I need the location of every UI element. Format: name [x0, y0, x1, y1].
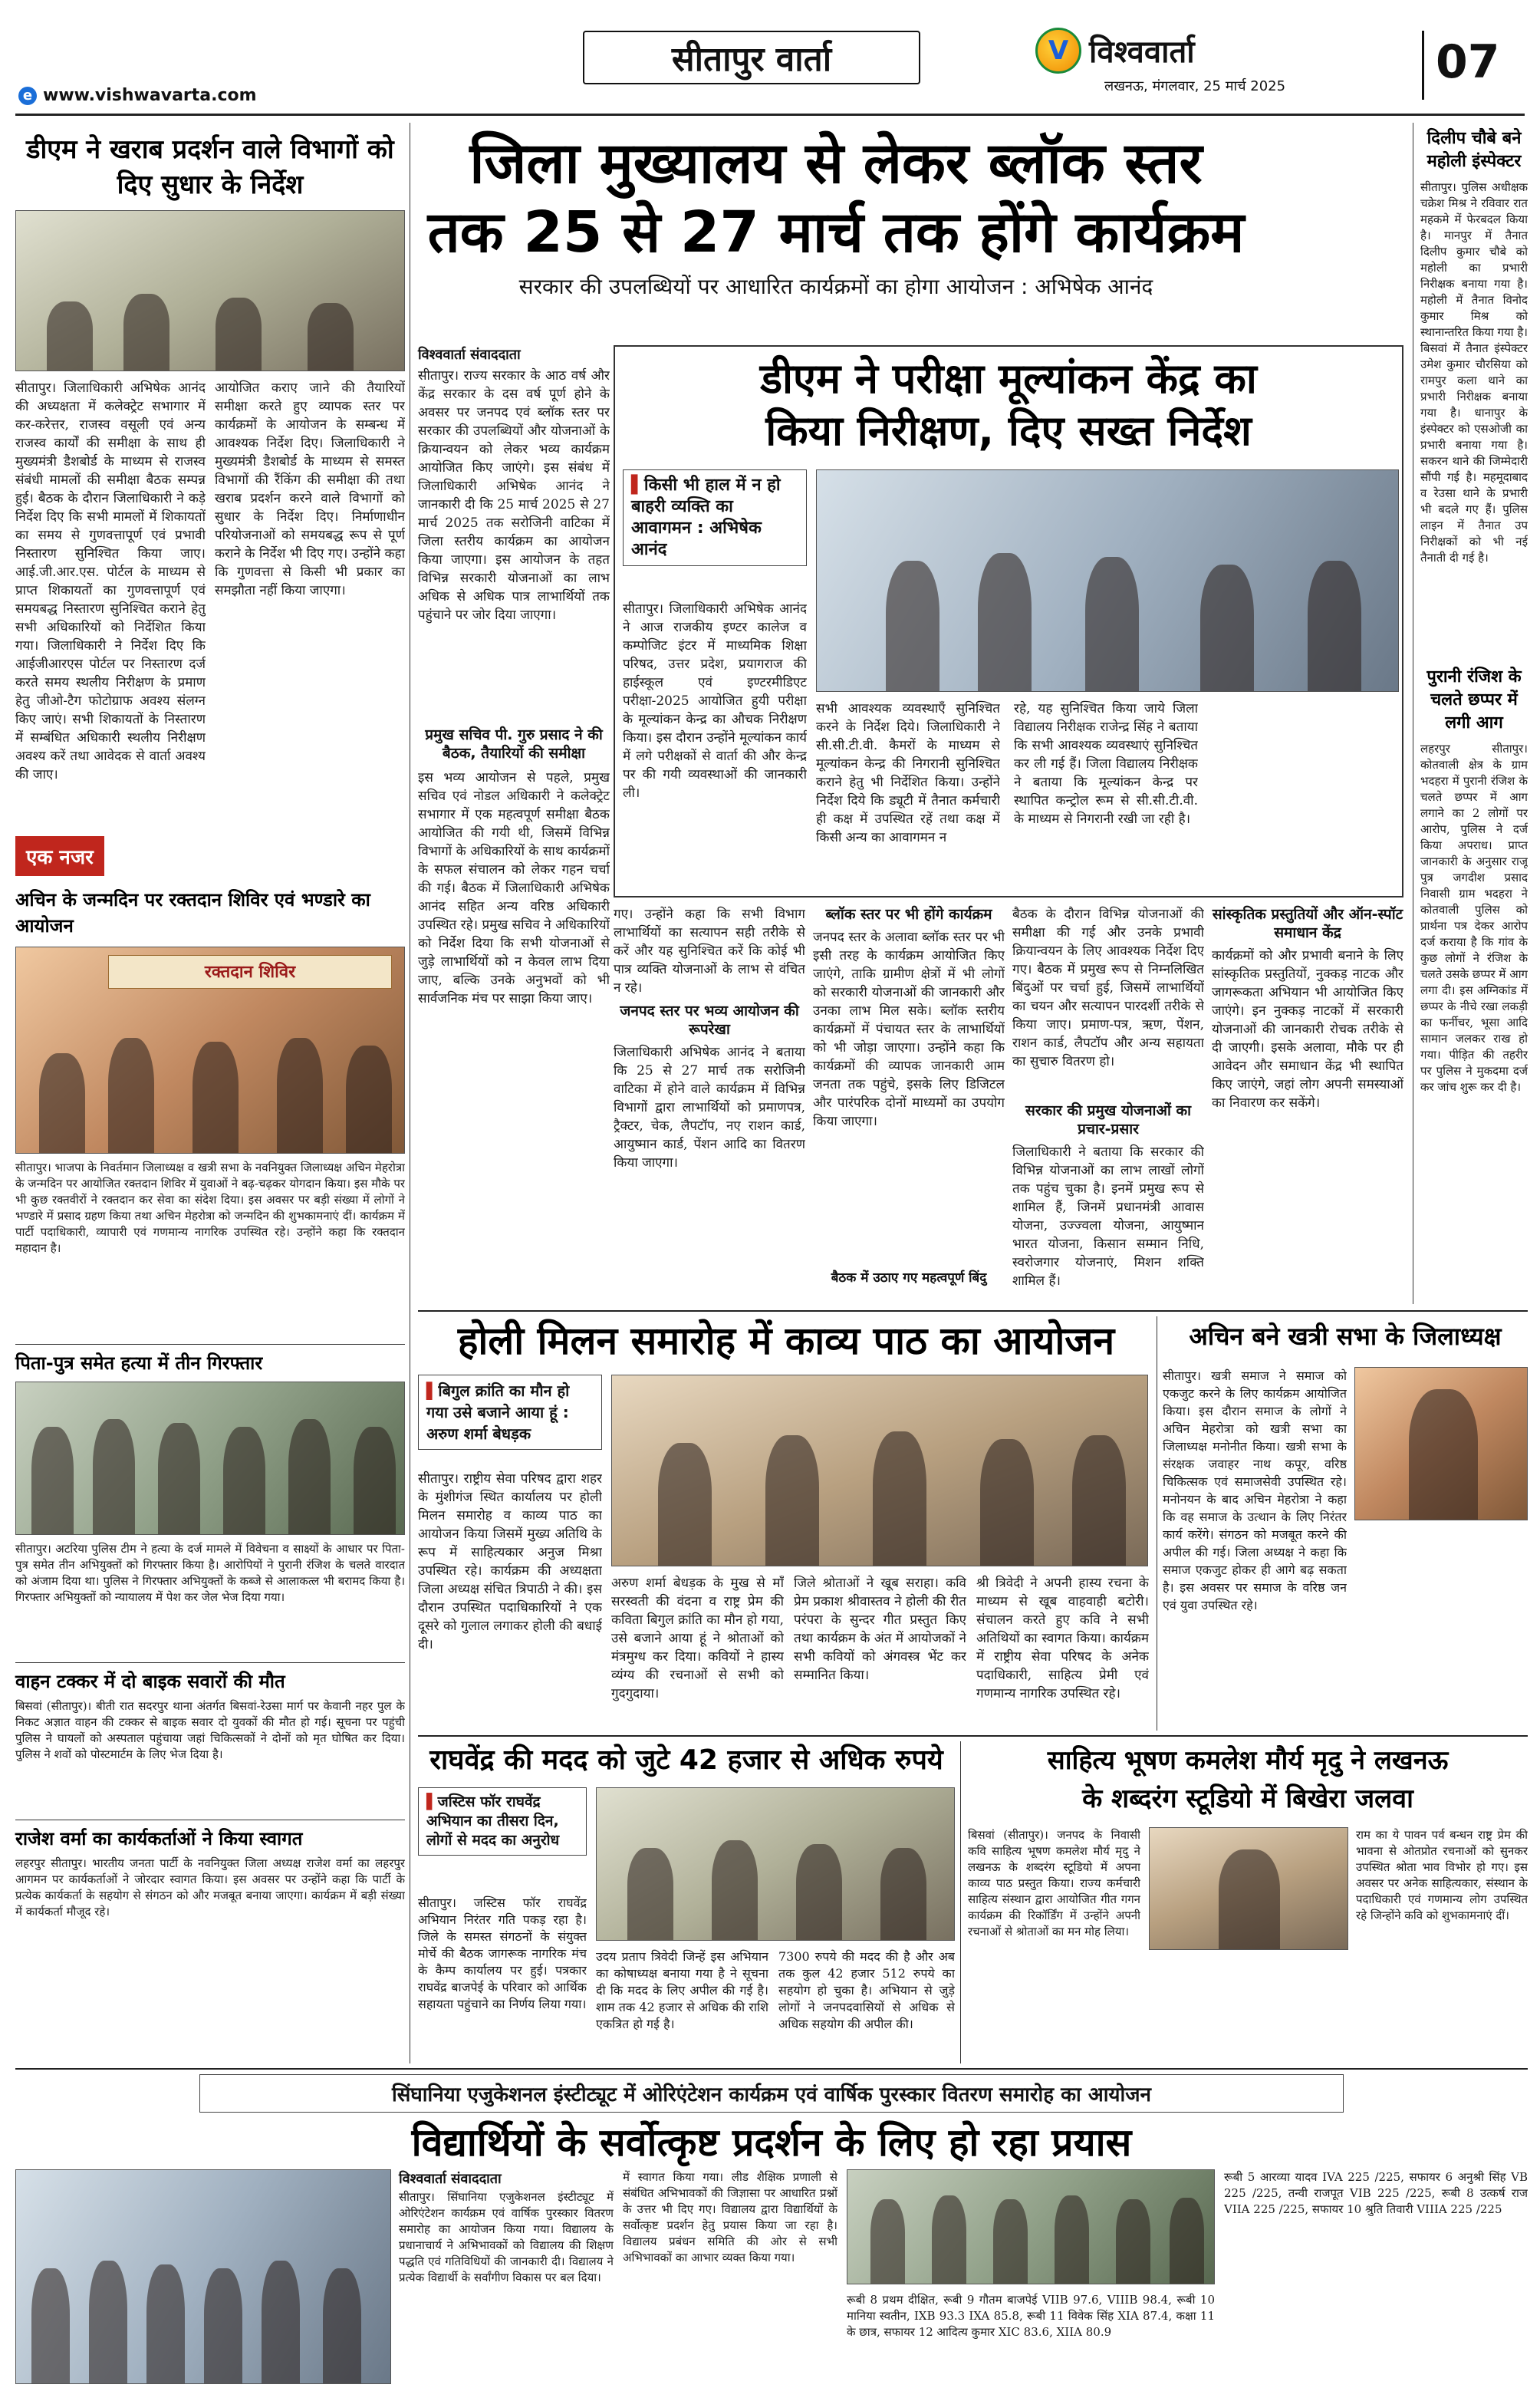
- main-subhead-5: सरकार की प्रमुख योजनाओं का प्रचार-प्रसार: [1025, 1102, 1192, 1138]
- exam-col4-spacer: [1209, 700, 1397, 891]
- khatri-body: सीतापुर। खत्री समाज ने समाज को एकजुट करने के लिए कार्यक्रम आयोजित किया। इस दौरान समाज के लोगों ने अचिन मेहरोत्रा को खत्री सभा का जिलाध्यक्ष मनोनीत किया। खत्री सभा के संरक्षक जवाहर नाथ कपूर, वरिष्ठ चिकित्सक एवं समाजसेवी उपस्थित रहे। मनोनयन के बाद अचिन मेहरोत्रा ने कहा कि वह समाज के उत्थान के लिए निरंतर कार्य करेंगे। संगठन को मजबूत करने की अपील की गई। जिला अध्यक्ष ने कहा कि समाज एकजुट होकर ही आगे बढ़ सकता है। इस अवसर पर समाज के वरिष्ठ जन एवं युवा उपस्थित रहे।: [1163, 1368, 1347, 1612]
- raghvendra-headline: राघवेंद्र की मदद को जुटे 42 हजार से अधिक रुपये: [429, 1744, 943, 1776]
- sahitya-col1: बिसवां (सीतापुर)। जनपद के निवासी कवि साहित्य भूषण कमलेश मौर्य मृदु ने लखनऊ के शब्दरंग स्टूडियो में अपना काव्य पाठ प्रस्तुत किया। राज्य कर्मचारी साहित्य संस्थान द्वारा आयोजित गीत गगन कार्यक्रम की रिकॉर्डिंग में उन्होंने अपनी रचनाओं से श्रोताओं का मन मोह लिया।: [968, 1828, 1140, 1938]
- ek-nazar-story1-headline: अचिन के जन्मदिन पर रक्तदान शिविर एवं भण्डारे का आयोजन: [15, 889, 370, 937]
- main-headline-line2: तक 25 से 27 मार्च तक होंगे कार्यक्रम: [427, 199, 1245, 265]
- raghvendra-col2: उदय प्रताप त्रिवेदी जिन्हें इस अभियान का कोषाध्यक्ष बनाया गया है ने सूचना दी कि मदद के लिए अपील की गई है। शाम तक 42 हजार से अधिक की राशि एकत्रित हो गई है।: [596, 1949, 768, 2031]
- exam-headline-line2: किया निरीक्षण, दिए सख्त निर्देश: [765, 407, 1252, 455]
- school-col1: सीतापुर। सिंघानिया एजुकेशनल इंस्टीट्यूट में ओरिएंटेशन कार्यक्रम एवं वार्षिक पुरस्कार वितरण समारोह का आयोजन किया गया। विद्यालय के प्रधानाचार्य ने अभिभावकों को विद्यालय की शिक्षण पद्धति एवं गतिविधियों की जानकारी दी। विद्यालय ने प्रत्येक विद्यार्थी के सर्वांगीण विकास पर बल दिया।: [399, 2190, 614, 2284]
- sidebar-right: [1420, 123, 1528, 1304]
- sahitya-headline-line1: साहित्य भूषण कमलेश मौर्य मृदु ने लखनऊ: [1047, 1745, 1449, 1776]
- main-story-col4: [813, 905, 1005, 1304]
- ek-nazar-story3-body: बिसवां (सीतापुर)। बीती रात सदरपुर थाना अंतर्गत बिसवां-रेउसा मार्ग पर केवानी नहर पुल के निकट अज्ञात वाहन की टक्कर से बाइक सवार दो युवकों की मौत हो गई। सूचना पर पहुंची पुलिस ने घायलों को अस्पताल पहुंचाया जहां चिकित्सकों ने दोनों को मृत घोषित कर दिया। पुलिस ने शवों को पोस्टमार्टम के लिए भेज दिया है।: [15, 1699, 405, 1761]
- main-subhead-2: जनपद स्तर पर भव्य आयोजन की रूपरेखा: [620, 1003, 799, 1038]
- holi-col2: अरुण शर्मा बेधड़क के मुख से माँ सरस्वती की वंदना व राष्ट्र प्रेम की कविता बिगुल क्रांति का मौन हो गया, उसे बजाने आया हूं ने श्रोताओं को मंत्रमुग्ध कर दिया। कवियों ने हास्य व्यंग्य की रचनाओं से सभी को गुदगुदाया।: [611, 1576, 784, 1701]
- raghvendra-story: [418, 1741, 955, 2063]
- holi-pullquote: [418, 1375, 602, 1450]
- school-award-photo: [15, 2169, 391, 2384]
- main-subhead-3: ब्लॉक स्तर पर भी होंगे कार्यक्रम: [825, 906, 992, 923]
- raghvendra-col1: सीतापुर। जस्टिस फॉर राघवेंद्र अभियान निरंतर गति पकड़ रहा है। जिले के समस्त संगठनों के संयुक्त मोर्चे की बैठक जागरूक नागरिक मंच के कैम्प कार्यालय पर हुई। पत्रकार राघवेंद्र बाजपेई के परिवार को आर्थिक सहायता पहुंचाने का निर्णय लिया गया।: [418, 1895, 587, 2011]
- blood-camp-photo: [15, 947, 405, 1154]
- sidebar-story2-body: लहरपुर सीतापुर। कोतवाली क्षेत्र के ग्राम भदहरा में पुरानी रंजिश के चलते छप्पर में आग लगाने का 2 लोगों पर आरोप, पुलिस ने दर्ज किया अपराध। प्राप्त जानकारी के अनुसार राजू पुत्र जगदीश प्रसाद निवासी ग्राम भदहरा ने कोतवाली पुलिस को प्रार्थना पत्र देकर आरोप दर्ज कराया है कि गांव के कुछ लोगों ने रंजिश के चलते उसके छप्पर में आग लगा दी। इस अग्निकांड में छप्पर के नीचे रखा लकड़ी का फर्नीचर, भूसा आदि सामान जलकर राख हो गया। पीड़ित की तहरीर पर पुलिस ने मुकदमा दर्ज कर जांच शुरू कर दी है।: [1420, 742, 1528, 1094]
- ek-nazar-story1-body: सीतापुर। भाजपा के निवर्तमान जिलाध्यक्ष व खत्री सभा के नवनियुक्त जिलाध्यक्ष अचिन मेहरोत्रा के जन्मदिन पर आयोजित रक्तदान शिविर में युवाओं ने बढ़-चढ़कर योगदान किया। इस मौके पर भी कुछ रक्तवीरों ने रक्तदान कर सेवा का संदेश दिया। इस अवसर पर बड़ी संख्या में लोगों ने भण्डारे में प्रसाद ग्रहण किया तथा अचिन मेहरोत्रा को जन्मदिन की शुभकामनाएं दीं। कार्यक्रम में पार्टी पदाधिकारी, व्यापारी एवं गणमान्य नागरिक उपस्थित रहे। उन्होंने कहा कि रक्तदान महादान है।: [15, 1161, 405, 1255]
- masthead-rule: [15, 114, 1525, 116]
- ek-nazar-section: [15, 836, 405, 2063]
- website-link[interactable]: www.vishwavarta.com: [43, 86, 257, 105]
- pullquote-bullet-icon: ▌: [426, 1793, 438, 1810]
- school-col2: में स्वागत किया गया। लीड शैक्षिक प्रणाली से संबंधित अभिभावकों की जिज्ञासा पर आधारित प्रश्नों के उत्तर भी दिए गए। विद्यालय द्वारा विद्यार्थियों के सर्वोत्कृष्ट प्रदर्शन हेतु प्रयास किया जा रहा है। विद्यालय प्रबंधन समिति की ओर से सभी अभिभावकों का आभार व्यक्त किया गया।: [623, 2170, 837, 2264]
- main-deck: सरकार की उपलब्धियों पर आधारित कार्यक्रमों का होगा आयोजन : अभिषेक आनंद: [518, 274, 1153, 299]
- school-byline: विश्ववार्ता संवाददाता: [399, 2171, 502, 2187]
- main-story-col1: [418, 345, 610, 1304]
- exam-inspection-photo: [816, 469, 1399, 692]
- page-number-divider: [1422, 31, 1424, 100]
- main-story-text5c: कार्यक्रमों को और प्रभावी बनाने के लिए सांस्कृतिक प्रस्तुतियों, नुक्कड़ नाटक और जागरूकता अभियान भी आयोजित किए जाएंगे। इन नुक्कड़ नाटकों में सरकारी योजनाओं की जानकारी रोचक तरीके से दी जाएगी। इसके अलावा, मौके पर ही आवेदन और समाधान केंद्र भी स्थापित किए जाएंगे, जहां लोग अपनी समस्याओं का निवारण कर सकेंगे।: [1212, 948, 1403, 1111]
- holi-col1: सीतापुर। राष्ट्रीय सेवा परिषद द्वारा शहर के मुंशीगंज स्थित कार्यालय पर होली मिलन समारोह व काव्य पाठ का आयोजन किया जिसमें मुख्य अतिथि के रूप में साहित्यकार अनुज मिश्रा उपस्थित रहे। कार्यक्रम की अध्यक्षता जिला अध्यक्ष संचित त्रिपाठी ने की। इस दौरान उपस्थित पदाधिकारियों ने एक दूसरे को गुलाल लगाकर होली की बधाई दी।: [418, 1471, 602, 1652]
- main-subhead-1: प्रमुख सचिव पी. गुरु प्रसाद ने की बैठक, तैयारियों की समीक्षा: [425, 726, 603, 762]
- main-headline-line1: जिला मुख्यालय से लेकर ब्लॉक स्तर: [469, 130, 1203, 196]
- main-story-col3: [614, 905, 805, 1304]
- exam-col1: सीतापुर। जिलाधिकारी अभिषेक आनंद ने आज राजकीय इण्टर कालेज व कम्पोजिट इंटर में माध्यमिक शिक्षा परिषद, उत्तर प्रदेश, प्रयागराज की हाईस्कूल एवं इण्टरमीडिएट परीक्षा-2025 आयोजित हुयी परीक्षा के मूल्यांकन केन्द्र का औचक निरीक्षण किया। इस दौरान उन्होंने मूल्यांकन कार्य में लगे परीक्षकों से वार्ता की और केन्द्र पर की गयी व्यवस्थाओं की जानकारी ली।: [623, 601, 807, 801]
- section-title-box: [583, 31, 920, 84]
- story-dm-departments-col2: आयोजित कराए जाने की तैयारियों समीक्षा करते हुए व्यापक स्तर पर कार्यक्रमों के आयोजन के सम्बन्ध में आवश्यक निर्देश दिए। जिलाधिकारी ने मुख्यमंत्री डैशबोर्ड के माध्यम से समस्त विभागों की रैंकिंग की समीक्षा की तथा खराब प्रदर्शन करने वाले विभागों को सुधार के निर्देश दिए। निर्माणाधीन परियोजनाओं को समयबद्ध रूप से पूर्ण कराने के निर्देश भी दिए गए। उन्होंने कहा कि गुणवत्ता से किसी भी प्रकार का समझौता नहीं किया जाएगा।: [215, 380, 405, 598]
- page-section-title: सीतापुर वार्ता: [671, 40, 832, 79]
- main-story-text2: इस भव्य आयोजन से पहले, प्रमुख सचिव एवं नोडल अधिकारी ने कलेक्ट्रेट सभागार में एक महत्वपूर्ण समीक्षा बैठक आयोजित की गयी थी, जिसमें विभिन्न विभागों के अधिकारियों के साथ कार्यक्रमों के सफल संचालन को लेकर गहन चर्चा की गई। बैठक में जिलाधिकारी अभिषेक आनंद सहित अन्य वरिष्ठ अधिकारी उपस्थित रहे। प्रमुख सचिव ने अधिकारियों को निर्देश दिया कि सभी योजनाओं से जुड़े लाभार्थियों को न केवल लाभ दिया जाए, बल्कि उनके अनुभवों को भी सार्वजनिक मंच पर साझा किया जाए।: [418, 770, 610, 1006]
- main-story-text3b: जिलाधिकारी अभिषेक आनंद ने बताया कि 25 से 27 मार्च तक सरोजिनी वाटिका में होने वाले कार्यक्रम में विभिन्न विभागों द्वारा लाभार्थियों को प्रमाणपत्र, ट्रैक्टर, चेक, लैपटॉप, नए राशन कार्ड, आयुष्मान कार्ड, पेंशन आदि का वितरण किया जाएगा।: [614, 1045, 805, 1171]
- main-story-text3: गए। उन्होंने कहा कि सभी विभाग लाभार्थियों का सत्यापन सही तरीके से करें और यह सुनिश्चित करें कि कोई भी पात्र व्यक्ति योजनाओं के लाभ से वंचित न रहे।: [614, 907, 805, 996]
- khatri-story: [1163, 1316, 1528, 1731]
- hrule-holi: [418, 1310, 1528, 1312]
- dateline: लखनऊ, मंगलवार, 25 मार्च 2025: [1104, 78, 1286, 94]
- sidebar-story2-headline: पुरानी रंजिश के चलते छप्पर में लगी आग: [1426, 667, 1522, 733]
- browser-e-icon: e: [18, 87, 37, 105]
- hrule-raghvendra: [418, 1735, 1528, 1737]
- raghvendra-pullquote: [418, 1787, 587, 1856]
- brand-name: विश्ववार्ता: [1089, 35, 1195, 70]
- sidebar-story1-headline: दिलीप चौबे बने महोली इंस्पेक्टर: [1426, 129, 1522, 171]
- page-number: 07: [1436, 35, 1500, 89]
- raghvendra-meeting-photo: [596, 1787, 955, 1941]
- holi-col4: श्री त्रिवेदी ने अपनी हास्य रचना के माध्यम से खूब वाहवाही बटोरी। संचालन करते हुए कवि ने सभी अतिथियों का स्वागत किया। कार्यक्रम में राष्ट्रीय सेवा परिषद के अनेक पदाधिकारी, साहित्य प्रेमी एवं गणमान्य नागरिक उपस्थित रहे।: [976, 1576, 1149, 1701]
- main-subhead-6: सांस्कृतिक प्रस्तुतियों और ऑन-स्पॉट समाधान केंद्र: [1212, 906, 1403, 941]
- holi-story: [418, 1316, 1154, 1731]
- main-subhead-4: बैठक में उठाए गए महत्वपूर्ण बिंदु: [831, 1270, 987, 1286]
- ek-nazar-story4-body: लहरपुर सीतापुर। भारतीय जनता पार्टी के नवनियुक्त जिला अध्यक्ष राजेश वर्मा का लहरपुर आगमन पर कार्यकर्ताओं ने जोरदार स्वागत किया। इस अवसर पर उन्होंने कहा कि पार्टी के प्रत्येक कार्यकर्ता के सहयोग से संगठन को और मजबूत बनाया जाएगा। कार्यक्रम में बड़ी संख्या में कार्यकर्ता मौजूद रहे।: [15, 1856, 405, 1918]
- holi-pullquote-text: बिगुल क्रांति का मौन हो गया उसे बजाने आया हूं : अरुण शर्मा बेधड़क: [426, 1382, 570, 1443]
- main-story-text5: बैठक के दौरान विभिन्न योजनाओं की समीक्षा की गई और उनके प्रभावी क्रियान्वयन के लिए आवश्यक निर्देश दिए गए। बैठक में प्रमुख रूप से निम्नलिखित बिंदुओं पर चर्चा हुई, जिसमें लाभार्थियों का चयन और सत्यापन पारदर्शी तरीके से किया जाए। प्रमाण-पत्र, ऋण, पेंशन, राशन कार्ड, लैपटॉप और अन्य सहायता का सुचारु वितरण हो।: [1012, 907, 1204, 1069]
- brand-logo-icon: V: [1035, 28, 1081, 74]
- school-awards-b: रूबी 5 आरव्या यादव IVA 225 /225, सफायर 6 अनुश्री सिंह VB 225 /225, तन्वी राजपूत VIB 225 /225, रूबी 8 उत्कर्ष राज VIIA 225 /225, सफायर 10 श्रुति तिवारी VIIIA 225 /225: [1224, 2170, 1528, 2216]
- khatri-portrait-photo: [1354, 1367, 1528, 1520]
- exam-col2: सभी आवश्यक व्यवस्थाएँ सुनिश्चित करने के निर्देश दिये। जिलाधिकारी ने सी.सी.टी.वी. कैमरों के माध्यम से मूल्यांकन केन्द्र की निगरानी सुनिश्चित कराने हेतु भी निर्देशित किया। उन्होंने निर्देश दिये कि ड्यूटी में तैनात कर्मचारी ही कक्ष में उपस्थित रहें तथा कक्ष में किसी अन्य का आवागमन न: [816, 701, 1000, 845]
- story-dm-departments-headline: डीएम ने खराब प्रदर्शन वाले विभागों को दिए सुधार के निर्देश: [26, 134, 394, 200]
- ek-nazar-story4-headline: राजेश वर्मा का कार्यकर्ताओं ने किया स्वागत: [15, 1820, 405, 1851]
- main-story-headline: [418, 129, 1254, 301]
- website-line: [18, 86, 257, 105]
- school-students-photo: [847, 2169, 1215, 2284]
- raghvendra-pullquote-text: जस्टिस फॉर राघवेंद्र अभियान का तीसरा दिन, लोगों से मदद का अनुरोध: [426, 1793, 560, 1849]
- main-story-col5: [1012, 905, 1204, 1304]
- sahitya-studio-photo: [1149, 1827, 1348, 1950]
- main-byline: विश्ववार्ता संवाददाता: [418, 347, 521, 363]
- khatri-headline: अचिन बने खत्री सभा के जिलाध्यक्ष: [1189, 1322, 1502, 1351]
- raghvendra-col3: 7300 रुपये की मदद की है और अब तक कुल 42 हजार 512 रुपये का सहयोग हो चुका है। अभियान से जुड़े लोगों ने जनपदवासियों से अधिक से अधिक सहयोग की अपील की।: [778, 1949, 955, 2031]
- blood-camp-banner: रक्तदान शिविर: [108, 955, 392, 989]
- main-story-text1: सीतापुर। राज्य सरकार के आठ वर्ष और केंद्र सरकार के दस वर्ष पूर्ण होने के अवसर पर जनपद एवं ब्लॉक स्तर पर सरकार की उपलब्धियों और योजनाओं के क्रियान्वयन को लेकर भव्य कार्यक्रम आयोजित किए जाएंगे। इस संबंध में जिलाधिकारी अभिषेक आनंद ने जानकारी दी कि 25 मार्च 2025 से 27 मार्च 2025 तक सरोजिनी वाटिका में जिला स्तरीय कार्यक्रम का आयोजन किया जाएगा। इस आयोजन के तहत विभिन्न सरकारी योजनाओं का लाभ अधिक से अधिक पात्र लाभार्थियों तक पहुंचाने पर जोर दिया जाएगा।: [418, 368, 610, 623]
- hrule-school: [15, 2068, 1528, 2070]
- main-story-col6: [1212, 905, 1403, 1304]
- story-dm-departments: [15, 123, 405, 821]
- sidebar-story1-body: सीतापुर। पुलिस अधीक्षक चक्रेश मिश्र ने रविवार रात महकमे में फेरबदल किया है। मानपुर में तैनात दिलीप कुमार चौबे को महोली का प्रभारी निरीक्षक बनाया गया है। महोली में तैनात विनोद कुमार मिश्र को स्थानान्तरित किया गया है। बिसवां में तैनात इंस्पेक्टर उमेश कुमार चौरसिया को रामपुर कला थाने का प्रभारी निरीक्षक बनाया गया है। धानापुर के इंस्पेक्टर को एसओजी का प्रभारी बनाया गया है। सकरन थाने की जिम्मेदारी सौंपी गई है। महमूदाबाद व रेउसा थाने के प्रभारी भी बदले गए हैं। पुलिस लाइन में तैनात उप निरीक्षकों को भी नई तैनाती दी गई है।: [1420, 180, 1528, 565]
- holi-headline: होली मिलन समारोह में काव्य पाठ का आयोजन: [457, 1319, 1115, 1363]
- pullquote-bullet-icon: ▌: [631, 476, 644, 495]
- ek-nazar-tag: एक नजर: [15, 836, 104, 876]
- arrest-photo: [15, 1382, 405, 1535]
- exam-pullquote: [623, 469, 807, 566]
- main-story-text4: जनपद स्तर के अलावा ब्लॉक स्तर पर भी इसी तरह के कार्यक्रम आयोजित किए जाएंगे, ताकि ग्रामीण क्षेत्रों में भी लोगों को सरकारी योजनाओं की जानकारी और उनका लाभ मिल सके। ब्लॉक स्तरीय कार्यक्रमों में पंचायत स्तर के लाभार्थियों को भी जोड़ा जाएगा। उन्होंने कहा कि कार्यक्रमों की व्यापक जानकारी आम जनता तक पहुंचे, इसके लिए डिजिटल और पारंपरिक दोनों माध्यमों का उपयोग किया जाएगा।: [813, 930, 1005, 1129]
- school-kicker: सिंघानिया एजुकेशनल इंस्टीट्यूट में ओरिएंटेशन कार्यक्रम एवं वार्षिक पुरस्कार वितरण समारोह का आयोजन: [199, 2074, 1344, 2113]
- vrule-sahitya: [960, 1741, 961, 2063]
- story-exam-center: [614, 345, 1403, 897]
- main-story-text5b: जिलाधिकारी ने बताया कि सरकार की विभिन्न योजनाओं का लाभ लाखों लोगों तक पहुंच चुका है। इनमें प्रमुख रूप से शामिल हैं, जिनमें प्रधानमंत्री आवास योजना, उज्ज्वला योजना, आयुष्मान भारत योजना, किसान सम्मान निधि, स्वरोजगार योजनाएं, मिशन शक्ति शामिल हैं।: [1012, 1145, 1204, 1289]
- story-dm-departments-col1: सीतापुर। जिलाधिकारी अभिषेक आनंद की अध्यक्षता में कलेक्ट्रेट सभागार में कर-करेत्तर, राजस्व वसूली एवं अन्य राजस्व कार्यों की समीक्षा के साथ ही मुख्यमंत्री डैशबोर्ड के माध्यम से राजस्व संबंधी मामलों की समीक्षा बैठक सम्पन्न हुई। बैठक के दौरान जिलाधिकारी ने कड़े निर्देश दिए कि सभी मामलों में शिकायतों का समय से गुणवत्तापूर्ण एवं प्रभावी निस्तारण सुनिश्चित किया जाए। आई.जी.आर.एस. पोर्टल के माध्यम से प्राप्त शिकायतों का गुणवत्तापूर्ण एवं समयबद्ध निस्तारण सुनिश्चित कराने हेतु सभी अधिकारियों को निर्देशित किया गया। जिलाधिकारी ने निर्देश दिए कि आईजीआरएस पोर्टल पर निस्तारण दर्ज करते समय स्थलीय निरीक्षण के प्रमाण हेतु जीओ-टैग फोटोग्राफ अवश्य संलग्न किए जाएं। सभी शिकायतों के निस्तारण में सम्बंधित अधिकारी स्थलीय निरीक्षण अवश्य करें तथा आवेदक से वार्ता अवश्य की जाए।: [15, 380, 206, 782]
- sahitya-headline-line2: के शब्दरंग स्टूडियो में बिखेरा जलवा: [1082, 1783, 1413, 1814]
- sahitya-story: [968, 1741, 1528, 2063]
- school-story: [15, 2074, 1528, 2389]
- ek-nazar-story2-body: सीतापुर। अटरिया पुलिस टीम ने हत्या के दर्ज मामले में विवेचना व साक्ष्यों के आधार पर पिता-पुत्र समेत तीन अभियुक्तों को गिरफ्तार किया है। आरोपियों ने पुरानी रंजिश के चलते वारदात को अंजाम दिया था। पुलिस ने गिरफ्तार अभियुक्तों के कब्जे से आलाकत्ल भी बरामद किया है। गिरफ्तार अभियुक्तों को न्यायालय में पेश कर जेल भेज दिया गया।: [15, 1542, 405, 1604]
- pullquote-bullet-icon: ▌: [426, 1382, 439, 1400]
- school-awards-a: रूबी 8 प्रथम दीक्षित, रूबी 9 गौतम बाजपेई VIIB 97.6, VIIIB 98.4, रूबी 10 मानिया स्वतीन, IXB 93.3 IXA 85.8, रूबी 11 विवेक सिंह XIA 87.4, कक्षा 11 के छात्र, सफायर 12 आदित्य कुमार XIC 83.6, XIIA 80.9: [847, 2293, 1215, 2339]
- sahitya-col2: राम का ये पावन पर्व बन्धन राष्ट्र प्रेम की भावना से ओतप्रोत रचनाओं को सुनकर उपस्थित श्रोता भाव विभोर हो गए। इस अवसर पर अनेक साहित्यकार, संस्थान के पदाधिकारी एवं गणमान्य लोग उपस्थित रहे जिन्होंने कवि को शुभकामनाएं दीं।: [1356, 1828, 1528, 1922]
- ek-nazar-story2-headline: पिता-पुत्र समेत हत्या में तीन गिरफ्तार: [15, 1344, 405, 1375]
- school-headline: विद्यार्थियों के सर्वोत्कृष्ट प्रदर्शन के लिए हो रहा प्रयास: [411, 2120, 1132, 2165]
- holi-col3: जिले श्रोताओं ने खूब सराहा। कवि प्रेम प्रकाश श्रीवास्तव ने होली की रीत परंपरा के सुन्दर गीत प्रस्तुत किए तथा कार्यक्रम के अंत में आयोजकों ने सभी कवियों को अंगवस्त्र भेंट कर सम्मानित किया।: [794, 1576, 966, 1683]
- meeting-photo: [15, 210, 405, 371]
- exam-pullquote-text: किसी भी हाल में न हो बाहरी व्यक्ति का आवागमन : अभिषेक आनंद: [631, 476, 781, 559]
- ek-nazar-story3-headline: वाहन टक्कर में दो बाइक सवारों की मौत: [15, 1662, 405, 1694]
- holi-event-photo: [611, 1375, 1148, 1566]
- masthead: [0, 0, 1540, 115]
- exam-headline-line1: डीएम ने परीक्षा मूल्यांकन केंद्र का: [760, 354, 1257, 403]
- exam-col3: रहे, यह सुनिश्चित किया जाये जिला विद्यालय निरीक्षक राजेन्द्र सिंह ने बताया कि सभी आवश्यक व्यवस्थाएं सुनिश्चित कर ली गई हैं। जिला विद्यालय निरीक्षक ने बताया कि मूल्यांकन केन्द्र पर स्थापित कन्ट्रोल रूम से सी.सी.टी.वी. के माध्यम से निगरानी रखी जा रही है।: [1014, 701, 1198, 827]
